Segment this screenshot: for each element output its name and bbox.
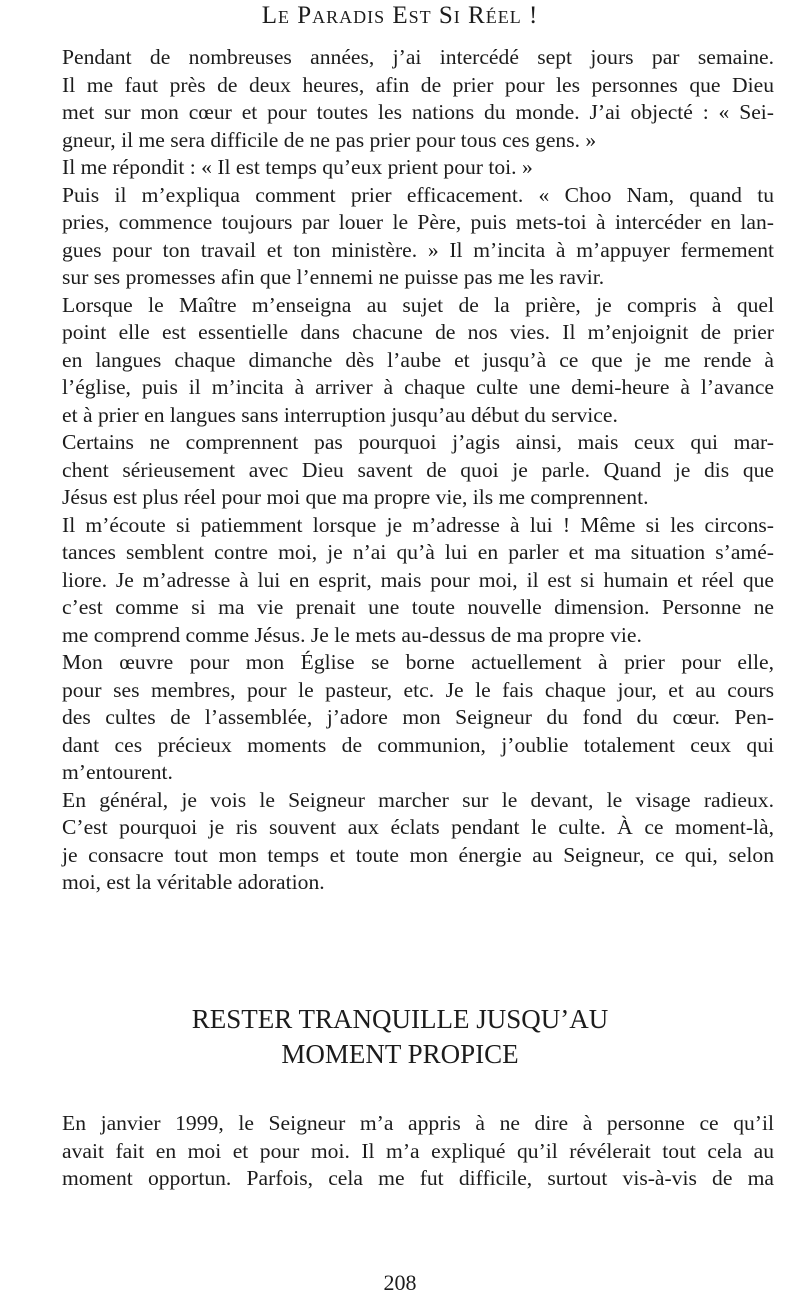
text-line: Puis il m’expliqua comment prier efficacement. « Choo Nam, quand tu <box>62 182 774 207</box>
text-line: moi, est la véritable adoration. <box>62 870 325 894</box>
section-heading-line-2: MOMENT PROPICE <box>281 1039 519 1069</box>
text-line: Certains ne comprennent pas pourquoi j’agis ainsi, mais ceux qui mar- <box>62 430 774 454</box>
text-line: gneur, il me sera difficile de ne pas prier pour tous ces gens. » <box>62 127 597 152</box>
text-line: En général, je vois le Seigneur marcher sur le devant, le visage radieux. <box>62 787 774 812</box>
text-line: gues pour ton travail et ton ministère. » Il m’incita à m’appuyer fermement <box>62 237 774 262</box>
text-line: avait fait en moi et pour moi. Il m’a expliqué qu’il révélerait tout cela au <box>62 1138 774 1163</box>
text-line: l’église, puis il m’incita à arriver à chaque culte une demi-heure à l’avance <box>62 375 774 399</box>
page-number: 208 <box>383 1270 417 1295</box>
text-line: Lorsque le Maître m’enseigna au sujet de la prière, je compris à quel <box>62 292 774 317</box>
text-line: c’est comme si ma vie prenait une toute nouvelle dimension. Personne ne <box>62 595 774 619</box>
text-line: pour ses membres, pour le pasteur, etc. Je le fais chaque jour, et au cours <box>62 677 774 702</box>
text-line: chent sérieusement avec Dieu savent de quoi je parle. Quand je dis que <box>62 457 774 482</box>
text-line: dant ces précieux moments de communion, j’oublie totalement ceux qui <box>62 732 774 757</box>
text-line: en langues chaque dimanche dès l’aube et jusqu’à ce que je me rende à <box>62 347 774 372</box>
text-line: met sur mon cœur et pour toutes les nations du monde. J’ai objecté : « Sei- <box>62 100 774 124</box>
text-line: Pendant de nombreuses années, j’ai intercédé sept jours par semaine. <box>62 45 774 69</box>
text-line: pries, commence toujours par louer le Père, puis mets-toi à intercéder en lan- <box>62 210 774 234</box>
section-heading <box>0 1002 800 1072</box>
text-line: sur ses promesses afin que l’ennemi ne puisse pas me les ravir. <box>62 265 605 289</box>
text-line: des cultes de l’assemblée, j’adore mon Seigneur du fond du cœur. Pen- <box>62 705 774 729</box>
text-line: et à prier en langues sans interruption jusqu’au début du service. <box>62 402 618 427</box>
running-head: Le Paradis Est Si Réel ! <box>261 2 539 29</box>
text-line: Il me faut près de deux heures, afin de prier pour les personnes que Dieu <box>62 72 774 97</box>
text-line: Jésus est plus réel pour moi que ma propre vie, ils me comprennent. <box>62 485 649 509</box>
section-heading-line-1: RESTER TRANQUILLE JUSQU’AU <box>191 1004 609 1034</box>
text-line: tances semblent contre moi, je n’ai qu’à lui en parler et ma situation s’amé- <box>62 540 774 564</box>
text-line: En janvier 1999, le Seigneur m’a appris à ne dire à personne ce qu’il <box>62 1111 774 1135</box>
text-line: liore. Je m’adresse à lui en esprit, mais pour moi, il est si humain et réel que <box>62 567 774 592</box>
text-line: Il m’écoute si patiemment lorsque je m’adresse à lui ! Même si les circons- <box>62 512 774 537</box>
text-line: point elle est essentielle dans chacune de nos vies. Il m’enjoignit de prier <box>62 320 774 344</box>
text-line: moment opportun. Parfois, cela me fut difficile, surtout vis-à-vis de ma <box>62 1166 774 1190</box>
text-line: me comprend comme Jésus. Je le mets au-dessus de ma propre vie. <box>62 622 642 647</box>
text-line: m’entourent. <box>62 760 173 784</box>
text-line: Mon œuvre pour mon Église se borne actuellement à prier pour elle, <box>62 650 774 674</box>
body-text-continued <box>62 1110 774 1193</box>
text-line: Il me répondit : « Il est temps qu’eux prient pour toi. » <box>62 155 533 179</box>
text-line: C’est pourquoi je ris souvent aux éclats pendant le culte. À ce moment-là, <box>62 815 774 839</box>
text-line: je consacre tout mon temps et toute mon énergie au Seigneur, ce qui, selon <box>62 842 774 867</box>
body-text <box>62 44 774 897</box>
